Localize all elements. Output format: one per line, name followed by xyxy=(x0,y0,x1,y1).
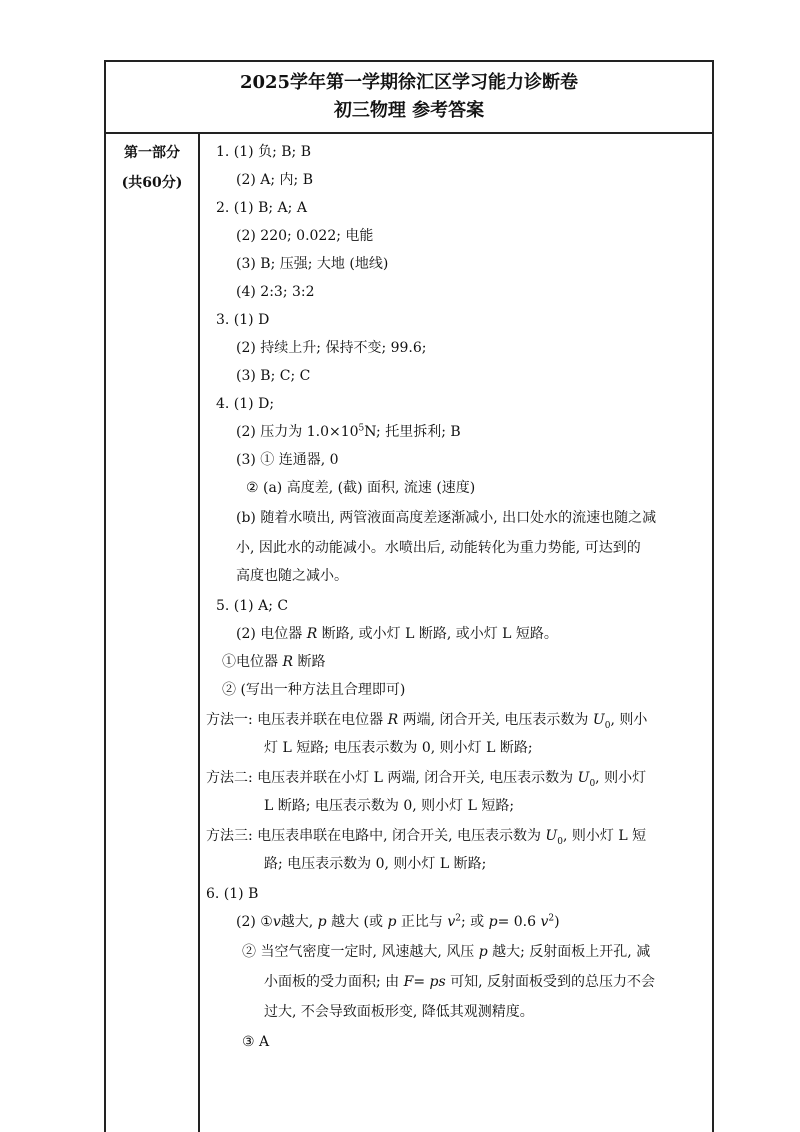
text-segment: ; 或 xyxy=(461,914,485,930)
header xyxy=(106,62,712,134)
variable: p xyxy=(488,914,498,930)
answer-line: (3) ① 连通器, 0 xyxy=(236,452,339,468)
answer-line: (2) 持续上升; 保持不变; 99.6; xyxy=(236,340,427,356)
subscript: 0 xyxy=(604,720,611,731)
answer-line xyxy=(236,912,560,932)
subscript: 0 xyxy=(557,836,563,847)
variable: p xyxy=(478,944,488,960)
answer-line: (2) A; 内; B xyxy=(236,172,314,188)
text-segment: ② 当空气密度一定时, 风速越大, 风压 xyxy=(242,944,475,960)
answer-line: ③ A xyxy=(242,1034,270,1050)
answer-line: 灯 L 短路; 电压表示数为 0, 则小灯 L 断路; xyxy=(264,740,533,756)
answer-line xyxy=(222,652,325,672)
text-segment: 断路 xyxy=(297,654,326,670)
variable: U xyxy=(592,712,605,728)
answer-line: L 断路; 电压表示数为 0, 则小灯 L 短路; xyxy=(264,798,515,814)
answer-line: 4. (1) D; xyxy=(216,396,275,412)
answer-line: ② (写出一种方法且合理即可) xyxy=(222,682,406,698)
answer-line xyxy=(206,826,646,846)
subscript: 0 xyxy=(589,778,596,789)
section-name: 第一部分 xyxy=(124,145,180,161)
answer-line xyxy=(264,972,655,992)
answers-column xyxy=(202,134,712,1132)
variable: R xyxy=(282,654,293,670)
text-segment: 越大; 反射面板上开孔, 减 xyxy=(492,944,651,960)
answer-line xyxy=(236,422,461,442)
text-segment: 可知, 反射面板受到的总压力不会 xyxy=(450,974,656,990)
variable: F xyxy=(403,974,414,990)
answer-sheet xyxy=(104,60,714,1132)
text-segment: 方法一: 电压表并联在电位器 xyxy=(206,712,384,728)
answer-line: 3. (1) D xyxy=(216,312,270,328)
answer-line: 6. (1) B xyxy=(206,886,259,902)
text-segment: 方法二: 电压表并联在小灯 L 两端, 闭合开关, 电压表示数为 xyxy=(206,770,574,786)
text-segment: = xyxy=(413,974,426,990)
answer-line xyxy=(242,942,650,962)
text-segment: 两端, 闭合开关, 电压表示数为 xyxy=(402,712,589,728)
variable: p xyxy=(317,914,327,930)
variable: U xyxy=(545,828,558,844)
variable: R xyxy=(387,712,399,728)
section-label-column xyxy=(106,134,200,1132)
variable: ps xyxy=(429,974,446,990)
text-segment: ) xyxy=(554,914,560,930)
text-segment: 断路, 或小灯 L 断路, 或小灯 L 短路。 xyxy=(321,626,558,642)
answer-line: 5. (1) A; C xyxy=(216,598,289,614)
text-segment: (2) 压力为 1.0×10 xyxy=(236,424,359,440)
answer-line: (4) 2:3; 3:2 xyxy=(236,284,315,300)
answer-line xyxy=(206,768,646,788)
text-segment: (2) ① xyxy=(236,914,273,930)
answer-line xyxy=(206,710,647,730)
answer-line: 路; 电压表示数为 0, 则小灯 L 断路; xyxy=(264,856,487,872)
variable: v xyxy=(272,914,281,930)
superscript: 2 xyxy=(455,913,461,924)
answer-line: 小, 因此水的动能减小。水喷出后, 动能转化为重力势能, 可达到的 xyxy=(236,540,641,556)
variable: U xyxy=(577,770,590,786)
superscript: 2 xyxy=(548,913,555,924)
answer-line: (2) 220; 0.022; 电能 xyxy=(236,228,374,244)
text-segment: 越大 (或 xyxy=(331,914,384,930)
text-segment: , 则小灯 L 短 xyxy=(562,828,647,844)
variable: v xyxy=(447,914,456,930)
text-segment: , 则小灯 xyxy=(595,770,647,786)
text-segment: N; 托里拆利; B xyxy=(364,424,461,440)
answer-line: 高度也随之减小。 xyxy=(236,568,348,584)
section-score: (共60分) xyxy=(121,175,183,191)
text-segment: 小面板的受力面积; 由 xyxy=(264,974,400,990)
exam-subtitle: 初三物理 参考答案 xyxy=(333,100,485,121)
answer-line: ② (a) 高度差, (截) 面积, 流速 (速度) xyxy=(246,480,476,496)
superscript: 5 xyxy=(358,423,365,434)
text-segment: 方法三: 电压表串联在电路中, 闭合开关, 电压表示数为 xyxy=(206,828,541,844)
variable: p xyxy=(387,914,397,930)
answer-line: (b) 随着水喷出, 两管液面高度差逐渐减小, 出口处水的流速也随之减 xyxy=(236,510,657,526)
text-segment: ①电位器 xyxy=(222,654,278,670)
exam-title: 2025学年第一学期徐汇区学习能力诊断卷 xyxy=(239,72,579,93)
answer-line: 1. (1) 负; B; B xyxy=(216,144,311,160)
text-segment: = 0.6 xyxy=(497,914,537,930)
variable: R xyxy=(306,626,318,642)
text-segment: , 则小 xyxy=(610,712,648,728)
answer-line: 2. (1) B; A; A xyxy=(216,200,307,216)
answer-line xyxy=(236,624,558,644)
variable: v xyxy=(540,914,549,930)
answer-line: (3) B; C; C xyxy=(236,368,311,384)
text-segment: 正比与 xyxy=(400,914,443,930)
text-segment: 越大, xyxy=(280,914,314,930)
answer-line: (3) B; 压强; 大地 (地线) xyxy=(236,256,389,272)
text-segment: (2) 电位器 xyxy=(236,626,303,642)
answer-line: 过大, 不会导致面板形变, 降低其观测精度。 xyxy=(264,1004,534,1020)
